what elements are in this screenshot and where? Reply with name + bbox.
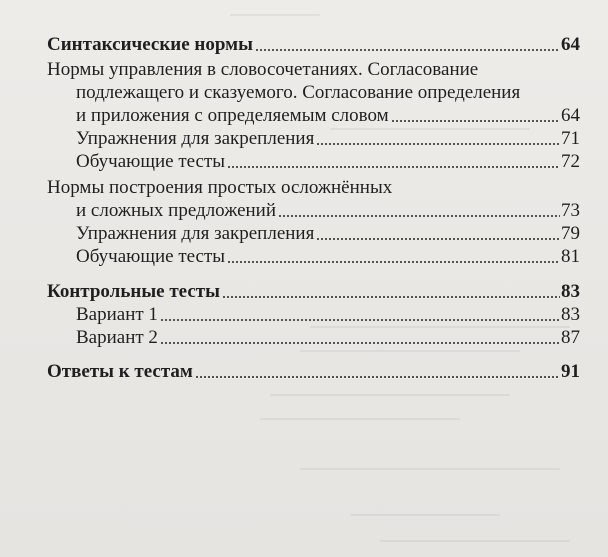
toc-page-number: 83 bbox=[561, 304, 580, 325]
toc-entry-control-tests[interactable] bbox=[47, 281, 580, 303]
leader-dots bbox=[195, 376, 560, 378]
toc-page-number: 72 bbox=[561, 151, 580, 172]
toc-entry-label: Нормы построения простых осложнённых bbox=[47, 177, 393, 198]
toc-entry-label: Обучающие тесты bbox=[76, 246, 226, 267]
toc-page-number: 83 bbox=[561, 281, 580, 302]
leader-dots bbox=[316, 238, 560, 240]
leader-dots bbox=[316, 143, 560, 145]
toc-entry-label: Нормы управления в словосочетаниях. Согласование bbox=[47, 59, 479, 80]
toc-page-number: 71 bbox=[561, 128, 580, 149]
bleed-through-mark bbox=[380, 540, 570, 542]
toc-entry-training-tests-1[interactable] bbox=[76, 151, 580, 173]
toc-page-number: 64 bbox=[561, 105, 580, 126]
toc-entry-label: Контрольные тесты bbox=[47, 281, 220, 302]
toc-entry-exercises-2[interactable] bbox=[76, 223, 580, 245]
toc-entry-exercises-1[interactable] bbox=[76, 128, 580, 150]
toc-page-number: 87 bbox=[561, 327, 580, 348]
toc-page-number: 91 bbox=[561, 361, 580, 382]
bleed-through-mark bbox=[300, 468, 560, 470]
leader-dots bbox=[391, 120, 560, 122]
leader-dots bbox=[278, 215, 560, 217]
toc-entry-label: Упражнения для закрепления bbox=[76, 128, 315, 149]
toc-entry-label: Упражнения для закрепления bbox=[76, 223, 315, 244]
toc-entry-variant-1[interactable] bbox=[76, 304, 580, 326]
leader-dots bbox=[160, 319, 560, 321]
toc-entry-syntax-norms[interactable] bbox=[47, 34, 580, 56]
bleed-through-mark bbox=[260, 418, 460, 420]
bleed-through-mark bbox=[270, 394, 510, 396]
toc-entry-label: подлежащего и сказуемого. Согласование определения bbox=[76, 82, 521, 103]
toc-page-number: 64 bbox=[561, 34, 580, 55]
toc-entry-label: Обучающие тесты bbox=[76, 151, 226, 172]
toc-entry-label: Вариант 1 bbox=[76, 304, 158, 325]
toc-entry-label: и сложных предложений bbox=[76, 200, 277, 221]
bleed-through-mark bbox=[350, 514, 500, 516]
leader-dots bbox=[222, 296, 560, 298]
bleed-through-mark bbox=[230, 14, 320, 16]
leader-dots bbox=[227, 261, 560, 263]
toc-entry-training-tests-2[interactable] bbox=[76, 246, 580, 268]
toc-entry-label: Вариант 2 bbox=[76, 327, 158, 348]
bleed-through-mark bbox=[300, 350, 520, 352]
toc-entry-government-norms[interactable] bbox=[76, 105, 580, 127]
toc-page-number: 79 bbox=[561, 223, 580, 244]
toc-entry-label: Ответы к тестам bbox=[47, 361, 193, 382]
toc-page-number: 73 bbox=[561, 200, 580, 221]
toc-entry-test-answers[interactable] bbox=[47, 361, 580, 383]
leader-dots bbox=[160, 342, 560, 344]
toc-entry-label: Синтаксические нормы bbox=[47, 34, 253, 55]
leader-dots bbox=[227, 166, 560, 168]
toc-entry-label: и приложения с определяемым словом bbox=[76, 105, 389, 126]
toc-entry-variant-2[interactable] bbox=[76, 327, 580, 349]
leader-dots bbox=[255, 49, 560, 51]
toc-page-number: 81 bbox=[561, 246, 580, 267]
toc-entry-construction-norms[interactable] bbox=[76, 200, 580, 222]
